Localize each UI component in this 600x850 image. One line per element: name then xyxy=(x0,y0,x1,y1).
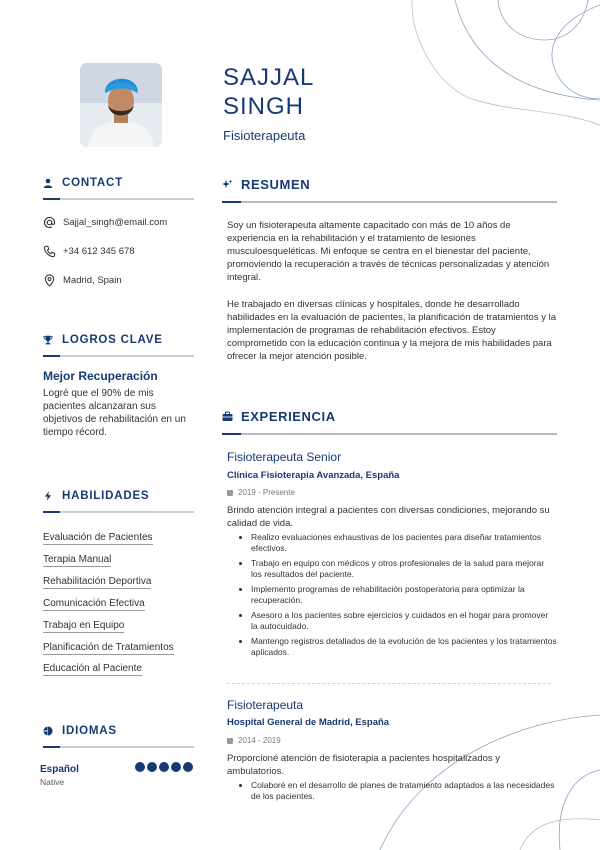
skill-item: Planificación de Tratamientos xyxy=(43,642,174,653)
job-description: Proporcioné atención de fisioterapia a pacientes hospitalizados y ambulatorios. xyxy=(227,753,501,777)
trophy-icon xyxy=(43,335,53,345)
calendar-icon xyxy=(227,738,233,744)
phone-icon xyxy=(43,245,56,258)
calendar-icon xyxy=(227,490,233,496)
achievement-description: Logré que el 90% de mis pacientes alcanzaran sus objetivos de rehabilitación en un tiempo récord. xyxy=(43,388,186,438)
skill-item: Rehabilitación Deportiva xyxy=(43,576,152,587)
job-company: Hospital General de Madrid, España xyxy=(227,717,390,728)
language-name: Español xyxy=(40,764,79,775)
section-divider xyxy=(43,511,194,513)
achievement-title: Mejor Recuperación xyxy=(43,369,158,383)
job-bullets xyxy=(239,780,557,806)
contact-heading: CONTACT xyxy=(62,177,123,189)
section-divider xyxy=(43,198,194,200)
at-icon xyxy=(43,216,56,229)
lightning-icon xyxy=(43,491,53,501)
list-item: Mantengo registros detallados de la evolución de los pacientes y los tratamientos aplicados. xyxy=(239,636,557,658)
language-level: Native xyxy=(40,777,65,787)
languages-section xyxy=(40,722,194,787)
summary-paragraph: He trabajado en diversas clínicas y hospitales, donde he desarrollado habilidades en la evaluación de pacientes, la planificación de tratamientos y la implementación de programas de rehabilitación efectivos. Estoy comprometido con la educación continua y la mejora de mis habilidades para ofrecer la mejor atención posible. xyxy=(227,299,557,362)
job-description: Brindo atención integral a pacientes con diversas condiciones, mejorando su calidad de vida. xyxy=(227,505,550,529)
skill-item: Terapia Manual xyxy=(43,554,112,565)
summary-section xyxy=(222,174,557,362)
summary-paragraph: Soy un fisioterapeuta altamente capacitado con más de 10 años de experiencia en la rehabilitación y el tratamiento de lesiones musculoesqueléticas. Mi enfoque se centra en el bienestar del paciente, promoviendo la recuperación a través de técnicas personalizadas y atención integral. xyxy=(227,220,550,283)
language-rating xyxy=(135,762,193,772)
languages-heading: IDIOMAS xyxy=(62,725,117,737)
rating-dot xyxy=(159,762,169,772)
experience-heading: EXPERIENCIA xyxy=(241,408,336,424)
list-item: Colaboré en el desarrollo de planes de tratamiento adaptados a las necesidades de los pacientes. xyxy=(239,780,557,802)
job-dates: 2019 - Presente xyxy=(227,488,295,497)
candidate-name: SAJJAL SINGH xyxy=(223,64,315,120)
job-title: Fisioterapeuta Senior xyxy=(227,450,342,464)
job-bullets xyxy=(239,532,557,662)
list-item: Implemento programas de rehabilitación postoperatoria para optimizar la recuperación. xyxy=(239,584,557,606)
job-dates: 2014 - 2019 xyxy=(227,736,281,745)
section-divider xyxy=(222,201,557,203)
list-item: Realizo evaluaciones exhaustivas de los pacientes para diseñar tratamientos efectivos. xyxy=(239,532,557,554)
rating-dot xyxy=(135,762,145,772)
section-divider xyxy=(222,433,557,435)
job-separator xyxy=(227,683,551,684)
contact-location: Madrid, Spain xyxy=(43,272,122,288)
map-pin-icon xyxy=(43,274,56,287)
user-icon xyxy=(43,178,53,188)
language-icon xyxy=(43,726,53,736)
achievements-section xyxy=(43,331,194,439)
skills-section xyxy=(43,487,194,674)
briefcase-icon xyxy=(222,411,233,422)
sparkle-icon xyxy=(222,179,233,190)
contact-phone[interactable]: +34 612 345 678 xyxy=(43,243,135,259)
experience-section xyxy=(222,406,557,801)
list-item: Trabajo en equipo con médicos y otros profesionales de la salud para mejorar los resultados del paciente. xyxy=(239,558,557,580)
rating-dot xyxy=(183,762,193,772)
rating-dot xyxy=(171,762,181,772)
skill-item: Comunicación Efectiva xyxy=(43,598,145,609)
summary-heading: RESUMEN xyxy=(241,176,311,192)
skills-heading: HABILIDADES xyxy=(62,490,150,502)
contact-email[interactable]: Sajjal_singh@email.com xyxy=(43,214,167,230)
skill-item: Educación al Paciente xyxy=(43,663,142,674)
profile-photo xyxy=(80,63,162,147)
achievements-heading: LOGROS CLAVE xyxy=(62,334,163,346)
rating-dot xyxy=(147,762,157,772)
list-item: Asesoro a los pacientes sobre ejercicios y cuidados en el hogar para promover la autocuidado. xyxy=(239,610,557,632)
job-company: Clínica Fisioterapia Avanzada, España xyxy=(227,470,400,481)
skill-item: Evaluación de Pacientes xyxy=(43,532,153,543)
skill-item: Trabajo en Equipo xyxy=(43,620,125,631)
section-divider xyxy=(43,355,194,357)
section-divider xyxy=(43,746,194,748)
job-title: Fisioterapeuta xyxy=(227,698,304,712)
contact-section xyxy=(43,174,194,286)
job-role: Fisioterapeuta xyxy=(223,128,306,143)
